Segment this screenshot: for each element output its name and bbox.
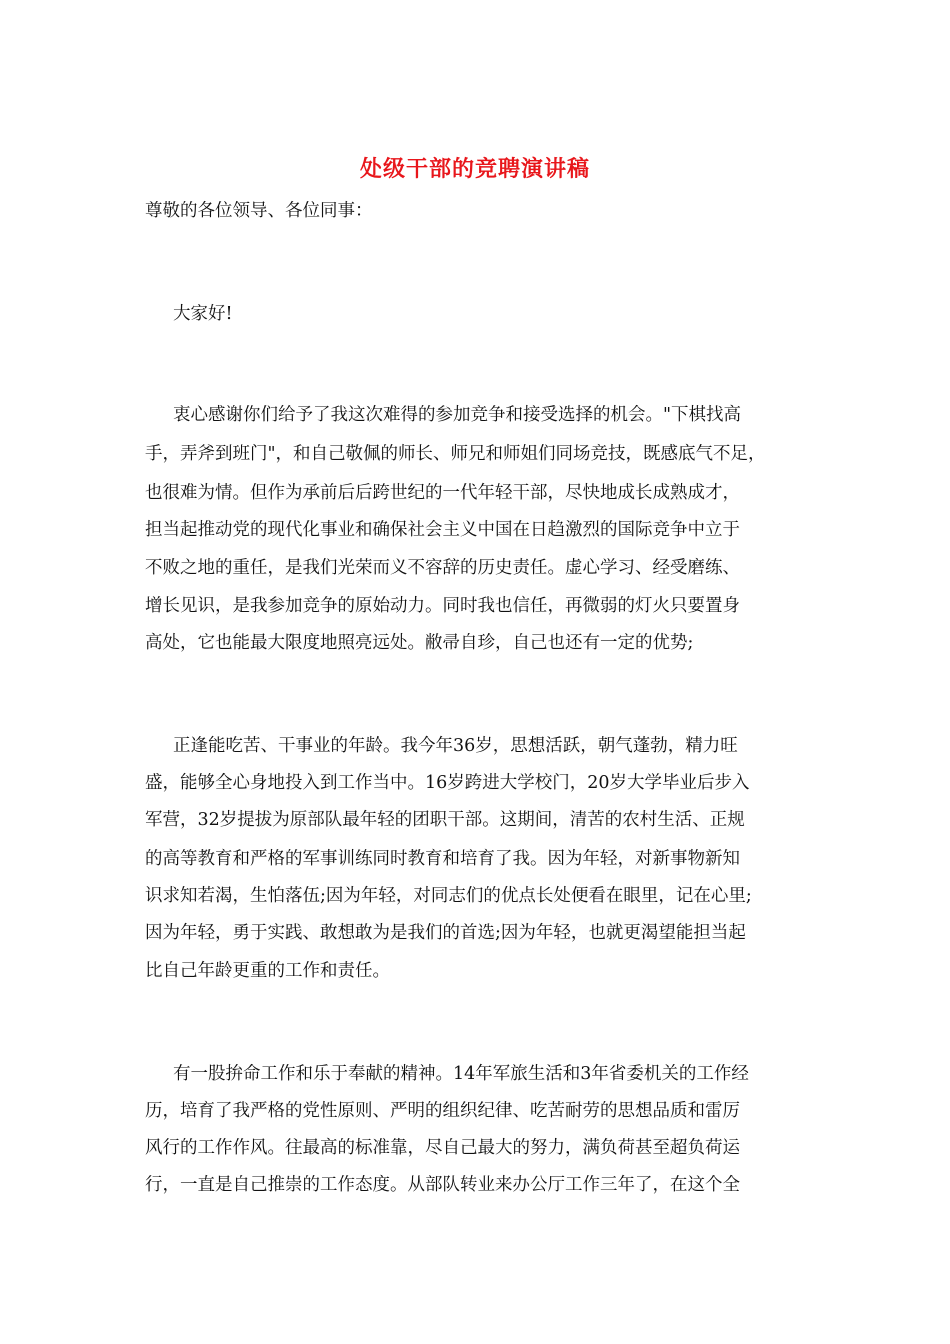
paragraph-2-line: 识求知若渴，生怕落伍;因为年轻，对同志们的优点长处便看在眼里，记在心里; (145, 886, 752, 906)
paragraph-2-line: 因为年轻，勇于实践、敢想敢为是我们的首选;因为年轻，也就更渴望能担当起 (145, 923, 746, 943)
paragraph-2-line: 盛，能够全心身地投入到工作当中。16岁跨进大学校门，20岁大学毕业后步入 (145, 773, 750, 793)
paragraph-2-line: 比自己年龄更重的工作和责任。 (145, 961, 390, 981)
paragraph-3-line: 行，一直是自己推崇的工作态度。从部队转业来办公厅工作三年了，在这个全 (145, 1175, 740, 1195)
paragraph-1-line: 衷心感谢你们给予了我这次难得的参加竞争和接受选择的机会。"下棋找高 (173, 405, 742, 425)
paragraph-1-line: 不败之地的重任，是我们光荣而义不容辞的历史责任。虚心学习、经受磨练、 (145, 558, 740, 578)
paragraph-3-line: 历，培育了我严格的党性原则、严明的组织纪律、吃苦耐劳的思想品质和雷厉 (145, 1101, 740, 1121)
greeting: 大家好! (173, 304, 233, 324)
salutation: 尊敬的各位领导、各位同事： (145, 201, 373, 221)
paragraph-2-line: 的高等教育和严格的军事训练同时教育和培育了我。因为年轻，对新事物新知 (145, 849, 740, 869)
paragraph-2-line: 正逢能吃苦、干事业的年龄。我今年36岁，思想活跃，朝气蓬勃，精力旺 (173, 736, 738, 756)
document-title: 处级干部的竞聘演讲稿 (359, 157, 590, 182)
paragraph-1-line: 也很难为情。但作为承前后后跨世纪的一代年轻干部，尽快地成长成熟成才， (145, 483, 740, 503)
paragraph-1-line: 担当起推动党的现代化事业和确保社会主义中国在日趋激烈的国际竞争中立于 (145, 520, 740, 540)
paragraph-1-line: 高处，它也能最大限度地照亮远处。敝帚自珍，自己也还有一定的优势; (145, 633, 694, 653)
paragraph-3-line: 风行的工作作风。往最高的标准靠，尽自己最大的努力，满负荷甚至超负荷运 (145, 1138, 740, 1158)
paragraph-3-line: 有一股拚命工作和乐于奉献的精神。14年军旅生活和3年省委机关的工作经 (173, 1064, 749, 1084)
paragraph-2-line: 军营，32岁提拔为原部队最年轻的团职干部。这期间，清苦的农村生活、正规 (145, 810, 745, 830)
paragraph-1-line: 手，弄斧到班门"，和自己敬佩的师长、师兄和师姐们同场竞技，既感底气不足， (145, 444, 766, 464)
paragraph-1-line: 增长见识，是我参加竞争的原始动力。同时我也信任，再微弱的灯火只要置身 (145, 596, 740, 616)
